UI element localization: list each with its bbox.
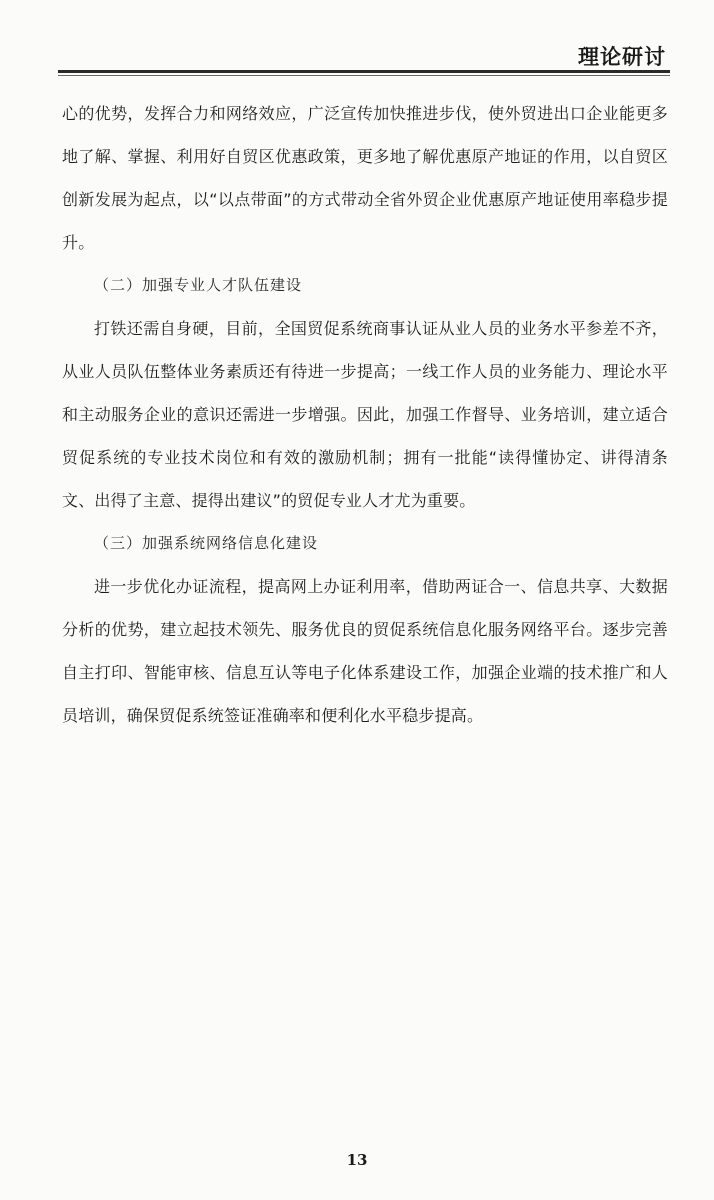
- header-rule-thin: [58, 75, 670, 76]
- running-header-title: 理论研讨: [578, 45, 666, 69]
- paragraph-continued: 心的优势，发挥合力和网络效应，广泛宣传加快推进步伐，使外贸进出口企业能更多地了解、掌握、利用好自贸区优惠政策，更多地了解优惠原产地证的作用，以自贸区创新发展为起点，以“以点带面”的方式带动全省外贸企业优惠原产地证使用率稳步提升。: [62, 104, 668, 252]
- section-heading-network: （三）加强系统网络信息化建设: [94, 534, 319, 552]
- header-rule: [58, 70, 670, 73]
- page-number: 13: [346, 1151, 368, 1169]
- body-text: [62, 92, 668, 737]
- paragraph-talent: 打铁还需自身硬，目前，全国贸促系统商事认证从业人员的业务水平参差不齐，从业人员队伍整体业务素质还有待进一步提高；一线工作人员的业务能力、理论水平和主动服务企业的意识还需进一步增强。因此，加强工作督导、业务培训，建立适合贸促系统的专业技术岗位和有效的激励机制；拥有一批能“读得懂协定、讲得清条文、出得了主意、提得出建议”的贸促专业人才尤为重要。: [62, 319, 668, 510]
- paragraph-network: 进一步优化办证流程，提高网上办证利用率，借助两证合一、信息共享、大数据分析的优势，建立起技术领先、服务优良的贸促系统信息化服务网络平台。逐步完善自主打印、智能审核、信息互认等电子化体系建设工作，加强企业端的技术推广和人员培训，确保贸促系统签证准确率和便利化水平稳步提高。: [62, 577, 668, 725]
- section-heading-talent: （二）加强专业人才队伍建设: [94, 276, 303, 294]
